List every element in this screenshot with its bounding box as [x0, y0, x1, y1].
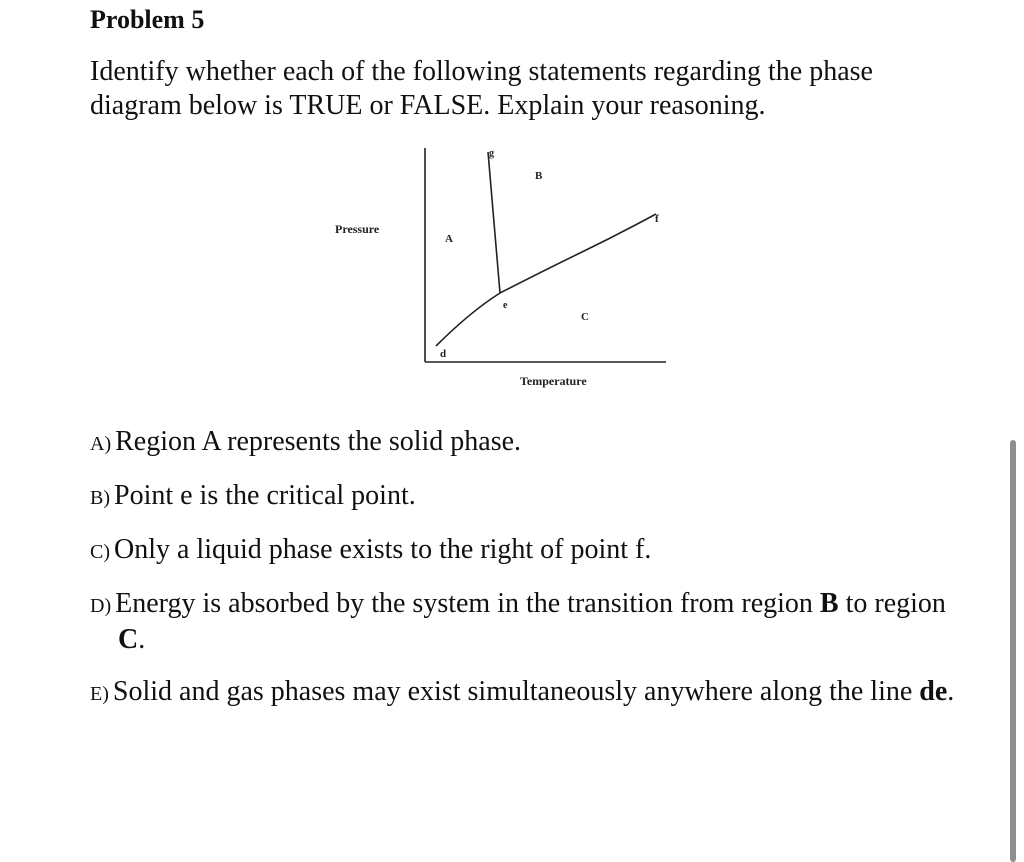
region-a-label: A — [445, 233, 453, 245]
vaporization-curve-ef — [500, 214, 656, 293]
statement-text: Energy is absorbed by the system in the transition from region — [115, 588, 820, 619]
phase-diagram-svg — [320, 140, 680, 400]
statement-letter: A) — [90, 433, 112, 455]
statement-text: Only a liquid phase exists to the right of point f. — [114, 534, 652, 565]
problem-instructions — [90, 55, 960, 123]
statement-text: . — [947, 676, 955, 707]
sublimation-curve-de — [436, 293, 500, 346]
statement-b — [90, 479, 970, 515]
statement-bold-region-c: C — [118, 624, 139, 655]
region-b-label: B — [535, 170, 543, 182]
statements-list — [90, 425, 970, 729]
point-e-label: e — [503, 300, 508, 311]
melting-curve-eg — [488, 152, 500, 293]
problem-title: Problem 5 — [90, 5, 205, 34]
statement-letter: B) — [90, 487, 110, 509]
statement-d — [90, 587, 970, 657]
instructions-line-2: diagram below is TRUE or FALSE. Explain your reasoning. — [90, 90, 766, 121]
statement-text: to region — [838, 588, 946, 619]
statement-a — [90, 425, 970, 461]
statement-text: . — [138, 624, 146, 655]
statement-bold-line-de: de — [919, 676, 948, 707]
pressure-axis-label: Pressure — [335, 222, 380, 236]
vertical-scrollbar[interactable] — [1010, 440, 1016, 862]
statement-text: Solid and gas phases may exist simultaneously anywhere along the line — [112, 676, 920, 707]
phase-diagram — [320, 140, 680, 400]
statement-bold-region-b: B — [819, 588, 839, 619]
point-d-label: d — [440, 348, 447, 360]
statement-text: Region A represents the solid phase. — [115, 426, 522, 457]
temperature-axis-label: Temperature — [520, 374, 587, 388]
point-f-label: f — [655, 213, 659, 225]
statement-c — [90, 533, 970, 569]
statement-letter: E) — [90, 683, 109, 705]
instructions-line-1: Identify whether each of the following statements regarding the phase — [90, 56, 873, 87]
statement-text: Point e is the critical point. — [114, 480, 416, 511]
statement-letter: C) — [90, 541, 110, 563]
point-g-label: g — [489, 148, 494, 159]
statement-e — [90, 675, 970, 711]
region-c-label: C — [581, 311, 589, 323]
statement-letter: D) — [90, 595, 112, 617]
